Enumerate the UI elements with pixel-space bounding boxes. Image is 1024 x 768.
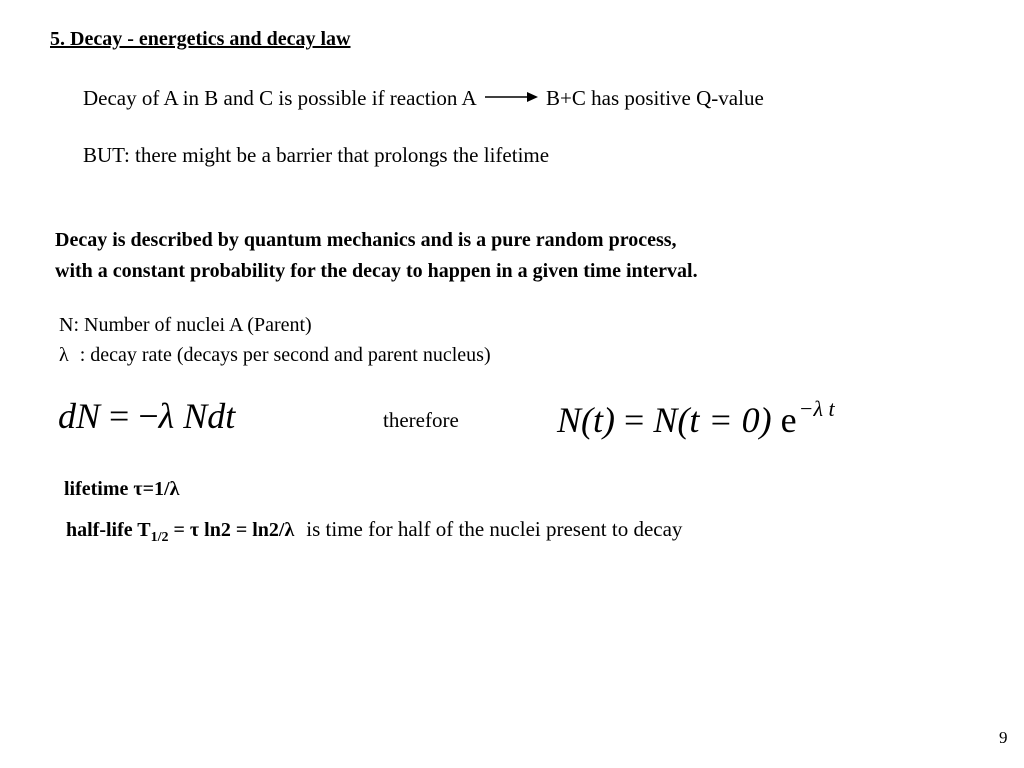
eq-ndt: Ndt <box>174 396 236 436</box>
decay-law-equation <box>557 396 835 441</box>
page-number: 9 <box>999 728 1008 747</box>
eq-equals-minus: = − <box>100 396 159 436</box>
eq-t-zero: (t = 0) <box>677 400 772 440</box>
eq-lambda: λ <box>158 396 175 436</box>
definition-n: N: Number of nuclei A (Parent) <box>59 314 312 336</box>
slide-title: 5. Decay - energetics and decay law <box>50 28 351 50</box>
decay-condition-after: B+C has positive Q-value <box>546 86 764 110</box>
eq-n-rhs: N <box>653 400 678 440</box>
paragraph-line-2: with a constant probability for the decay to happen in a given time interval. <box>55 260 698 282</box>
lifetime-formula: lifetime τ=1/λ <box>64 478 180 500</box>
halflife-formula <box>66 517 682 546</box>
eq-t-lhs: (t) <box>581 400 615 440</box>
quantum-mechanics-paragraph <box>55 225 698 287</box>
lambda-symbol: λ <box>59 344 69 366</box>
eq-n-lhs: N <box>557 400 582 440</box>
differential-decay-equation <box>58 395 235 437</box>
eq-dn: dN <box>58 396 101 436</box>
eq-exponent: −λ t <box>798 396 835 421</box>
decay-condition-before: Decay of A in B and C is possible if reaction A <box>83 86 476 110</box>
definition-lambda <box>59 344 491 367</box>
halflife-description: is time for half of the nuclei present to decay <box>306 517 683 541</box>
eq-equals: = <box>615 400 654 440</box>
decay-condition-text <box>83 86 764 111</box>
halflife-label <box>66 519 295 545</box>
lambda-definition-text: : decay rate (decays per second and parent nucleus) <box>79 344 491 366</box>
therefore-text: therefore <box>383 408 459 432</box>
eq-exp-base: e <box>771 400 797 440</box>
halflife-prefix: half-life T <box>66 519 151 541</box>
halflife-subscript: 1/2 <box>150 530 169 545</box>
right-arrow-icon <box>483 90 539 104</box>
barrier-text: BUT: there might be a barrier that prolongs the lifetime <box>83 143 550 167</box>
paragraph-line-1: Decay is described by quantum mechanics and is a pure random process, <box>55 229 677 251</box>
halflife-suffix: = τ ln2 = ln2/λ <box>168 519 295 541</box>
